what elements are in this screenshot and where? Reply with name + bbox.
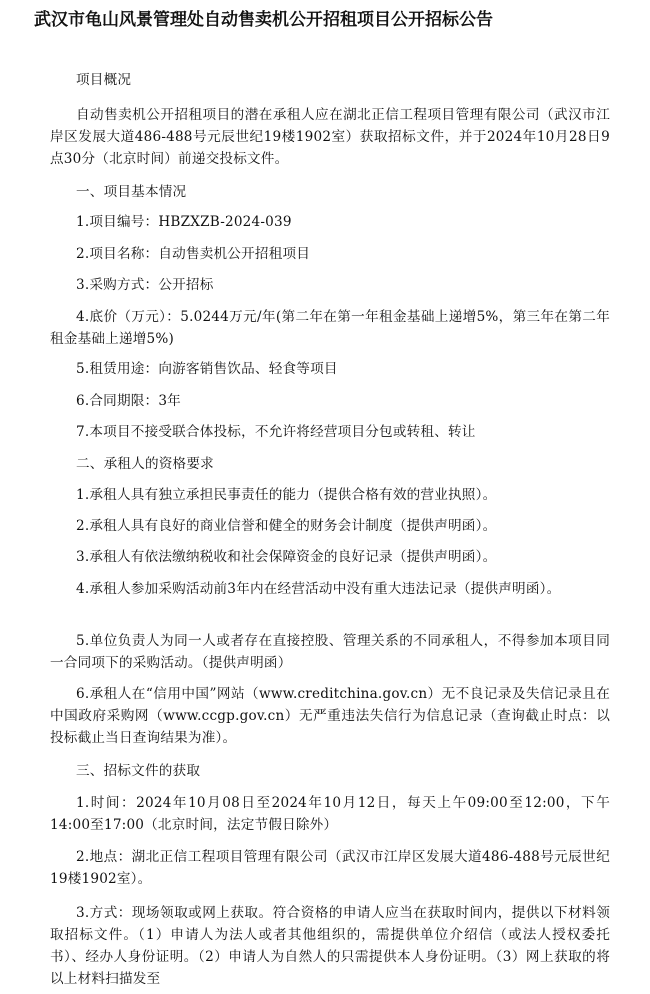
qualification-4: 4.承租人参加采购活动前3年内在经营活动中没有重大违法记录（提供声明函）。 — [76, 581, 561, 597]
project-name: 2.项目名称：自动售卖机公开招租项目 — [76, 246, 311, 262]
qualification-1: 1.承租人具有独立承担民事责任的能力（提供合格有效的营业执照）。 — [76, 487, 497, 503]
lease-purpose: 5.租赁用途：向游客销售饮品、轻食等项目 — [76, 361, 338, 377]
section-3-heading: 三、招标文件的获取 — [76, 763, 201, 779]
project-number: 1.项目编号：HBZXZB-2024-039 — [76, 214, 292, 230]
qualification-6: 6.承租人在“信用中国”网站（www.creditchina.gov.cn）无不良记录及失信记录且在中国政府采购网（www.ccgp.gov.cn）无严重违法失信行为信息记录（查询截止时点：以投标截止当日查询结果为准）。 — [50, 686, 610, 746]
overview-paragraph: 自动售卖机公开招租项目的潜在承租人应在湖北正信工程项目管理有限公司（武汉市江岸区发展大道486-488号元辰世纪19楼1902室）获取招标文件，并于2024年10月28日9点30分（北京时间）前递交投标文件。 — [50, 107, 610, 167]
procurement-method: 3.采购方式：公开招标 — [76, 277, 214, 293]
document-title: 武汉市龟山风景管理处自动售卖机公开招租项目公开招标公告 — [34, 10, 493, 30]
qualification-5: 5.单位负责人为同一人或者存在直接控股、管理关系的不同承租人，不得参加本项目同一合同项下的采购活动。（提供声明函） — [50, 633, 610, 671]
acquisition-method: 3.方式：现场领取或网上获取。符合资格的申请人应当在获取时间内，提供以下材料领取招标文件。（1）申请人为法人或者其他组织的，需提供单位介绍信（或法人授权委托书）、经办人身份证明。（2）申请人为自然人的只需提供本人身份证明。（3）网上获取的将以上材料扫描发至 — [50, 905, 610, 987]
no-consortium-rule: 7.本项目不接受联合体投标，不允许将经营项目分包或转租、转让 — [76, 424, 476, 440]
contract-term: 6.合同期限：3年 — [76, 393, 181, 409]
qualification-3: 3.承租人有依法缴纳税收和社会保障资金的良好记录（提供声明函）。 — [76, 549, 497, 565]
acquisition-location: 2.地点：湖北正信工程项目管理有限公司（武汉市江岸区发展大道486-488号元辰世纪19楼1902室）。 — [50, 849, 610, 887]
section-overview-heading: 项目概况 — [76, 72, 132, 88]
reserve-price: 4.底价（万元）：5.0244万元/年(第二年在第一年租金基础上递增5%，第三年在第二年租金基础上递增5%) — [50, 309, 610, 347]
acquisition-time: 1.时间：2024年10月08日至2024年10月12日，每天上午09:00至12:00，下午14:00至17:00（北京时间，法定节假日除外） — [50, 795, 610, 833]
section-2-heading: 二、承租人的资格要求 — [76, 456, 214, 472]
section-1-heading: 一、项目基本情况 — [76, 184, 187, 200]
qualification-2: 2.承租人具有良好的商业信誉和健全的财务会计制度（提供声明函）。 — [76, 518, 497, 534]
